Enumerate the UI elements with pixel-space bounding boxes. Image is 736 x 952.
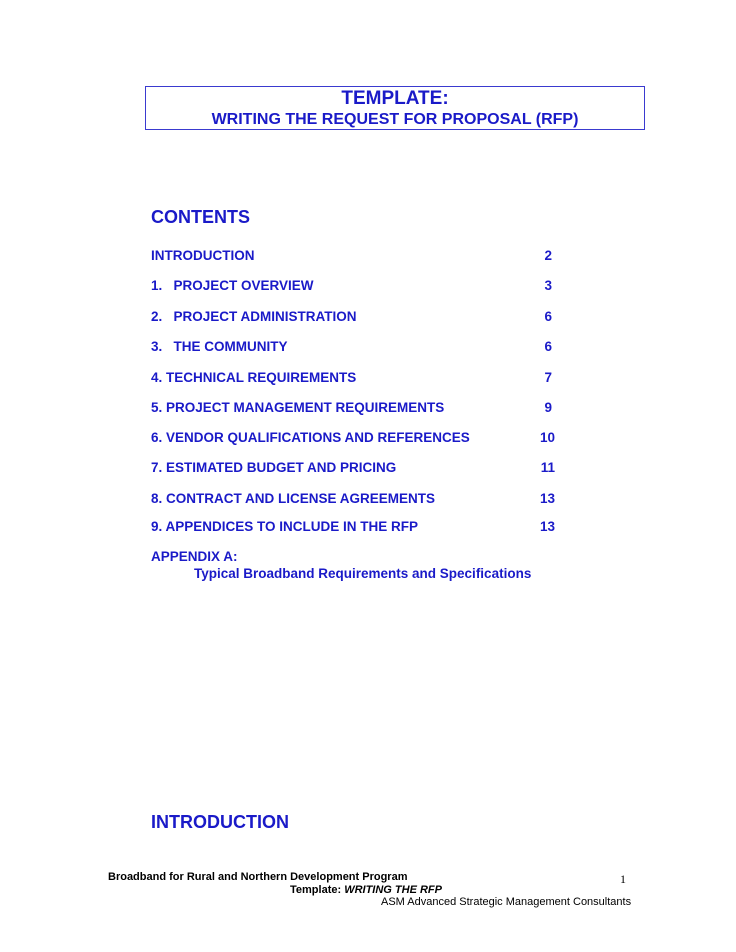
appendix-subtitle: Typical Broadband Requirements and Specifications — [194, 566, 532, 581]
toc-label: 4. TECHNICAL REQUIREMENTS — [151, 370, 357, 385]
toc-label: 5. PROJECT MANAGEMENT REQUIREMENTS — [151, 400, 445, 415]
toc-row[interactable] — [151, 491, 561, 509]
toc-label: 7. ESTIMATED BUDGET AND PRICING — [151, 460, 397, 475]
toc-page-number: 2 — [544, 248, 552, 263]
toc-row[interactable] — [151, 430, 561, 448]
toc-page-number: 7 — [544, 370, 552, 385]
toc-page-number: 11 — [540, 460, 555, 475]
toc-page-number: 13 — [539, 519, 555, 534]
toc-label: 6. VENDOR QUALIFICATIONS AND REFERENCES — [151, 430, 470, 445]
toc-row[interactable] — [151, 278, 561, 296]
footer-template-prefix: Template: — [290, 884, 345, 896]
footer-template-name: WRITING THE RFP — [344, 884, 442, 896]
footer-program: Broadband for Rural and Northern Development Program — [108, 871, 408, 883]
toc-label: INTRODUCTION — [151, 248, 255, 263]
toc-row[interactable] — [151, 519, 561, 537]
toc-page-number: 6 — [544, 309, 552, 324]
introduction-heading: INTRODUCTION — [151, 812, 289, 832]
footer-page-number: 1 — [620, 872, 626, 886]
toc-label: 9. APPENDICES TO INCLUDE IN THE RFP — [151, 519, 419, 534]
title-line-1: TEMPLATE: — [341, 88, 449, 109]
toc-page-number: 10 — [539, 430, 555, 445]
toc-label: 1. PROJECT OVERVIEW — [151, 278, 314, 293]
title-line-2: WRITING THE REQUEST FOR PROPOSAL (RFP) — [211, 111, 579, 128]
toc-label: 3. THE COMMUNITY — [151, 339, 288, 354]
toc-row[interactable] — [151, 370, 561, 388]
toc-page-number: 3 — [544, 278, 552, 293]
footer-template — [290, 884, 442, 896]
toc-page-number: 9 — [544, 400, 552, 415]
appendix-entry[interactable] — [151, 548, 531, 582]
appendix-title: APPENDIX A: — [151, 549, 238, 564]
toc-page-number: 6 — [544, 339, 552, 354]
toc-row[interactable] — [151, 339, 561, 357]
toc-row[interactable] — [151, 400, 561, 418]
footer-consultant: ASM Advanced Strategic Management Consultants — [381, 896, 632, 908]
toc-row[interactable] — [151, 460, 561, 478]
title-box — [145, 86, 645, 130]
contents-heading: CONTENTS — [151, 207, 250, 227]
toc-label: 8. CONTRACT AND LICENSE AGREEMENTS — [151, 491, 436, 506]
toc-page-number: 13 — [539, 491, 555, 506]
toc-row[interactable] — [151, 309, 561, 327]
toc-label: 2. PROJECT ADMINISTRATION — [151, 309, 357, 324]
toc-row[interactable] — [151, 248, 561, 266]
